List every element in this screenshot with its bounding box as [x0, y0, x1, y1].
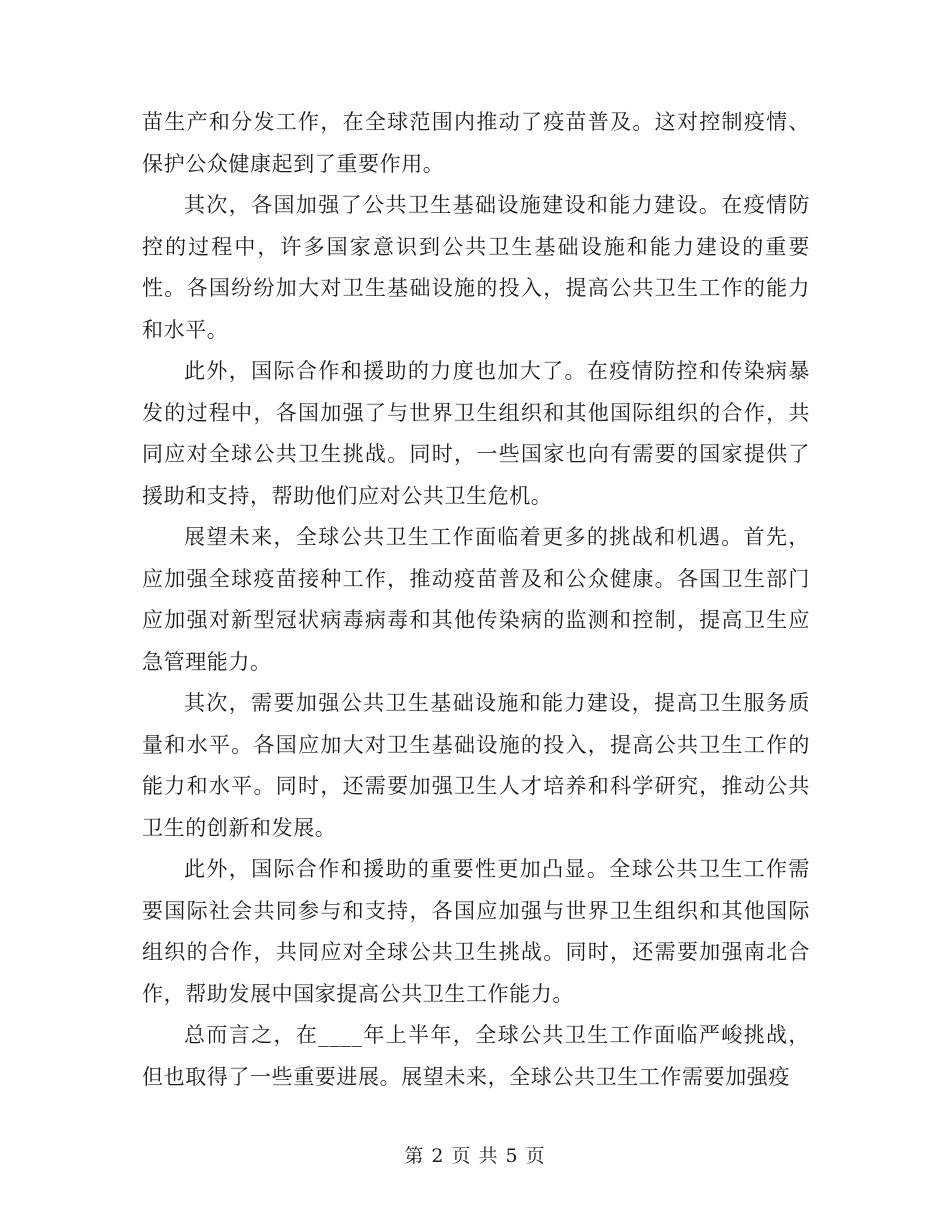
page-number-footer: 第 2 页 共 5 页	[404, 1145, 546, 1167]
document-body	[142, 102, 810, 1098]
paragraph-international: 此外，国际合作和援助的重要性更加凸显。全球公共卫生工作需要国际社会共同参与和支持，各国应加强与世界卫生组织和其他国际组织的合作，共同应对全球公共卫生挑战。同时，还需要加强南北合作，帮助发展中国家提高公共卫生工作能力。	[142, 857, 810, 1006]
paragraph-cooperation: 此外，国际合作和援助的力度也加大了。在疫情防控和传染病暴发的过程中，各国加强了与世界卫生组织和其他国际组织的合作，共同应对全球公共卫生挑战。同时，一些国家也向有需要的国家提供了援助和支持，帮助他们应对公共卫生危机。	[142, 359, 810, 508]
paragraph-conclusion: 总而言之，在____年上半年，全球公共卫生工作面临严峻挑战，但也取得了一些重要进展。展望未来，全球公共卫生工作需要加强疫	[142, 1023, 810, 1089]
paragraph-capacity: 其次，需要加强公共卫生基础设施和能力建设，提高卫生服务质量和水平。各国应加大对卫生基础设施的投入，提高公共卫生工作的能力和水平。同时，还需要加强卫生人才培养和科学研究，推动公共卫生的创新和发展。	[142, 691, 810, 840]
paragraph-outlook: 展望未来，全球公共卫生工作面临着更多的挑战和机遇。首先，应加强全球疫苗接种工作，推动疫苗普及和公众健康。各国卫生部门应加强对新型冠状病毒病毒和其他传染病的监测和控制，提高卫生应急管理能力。	[142, 525, 810, 674]
paragraph-infrastructure: 其次，各国加强了公共卫生基础设施建设和能力建设。在疫情防控的过程中，许多国家意识到公共卫生基础设施和能力建设的重要性。各国纷纷加大对卫生基础设施的投入，提高公共卫生工作的能力和水平。	[142, 193, 810, 342]
paragraph-continued: 苗生产和分发工作，在全球范围内推动了疫苗普及。这对控制疫情、保护公众健康起到了重要作用。	[142, 110, 810, 176]
